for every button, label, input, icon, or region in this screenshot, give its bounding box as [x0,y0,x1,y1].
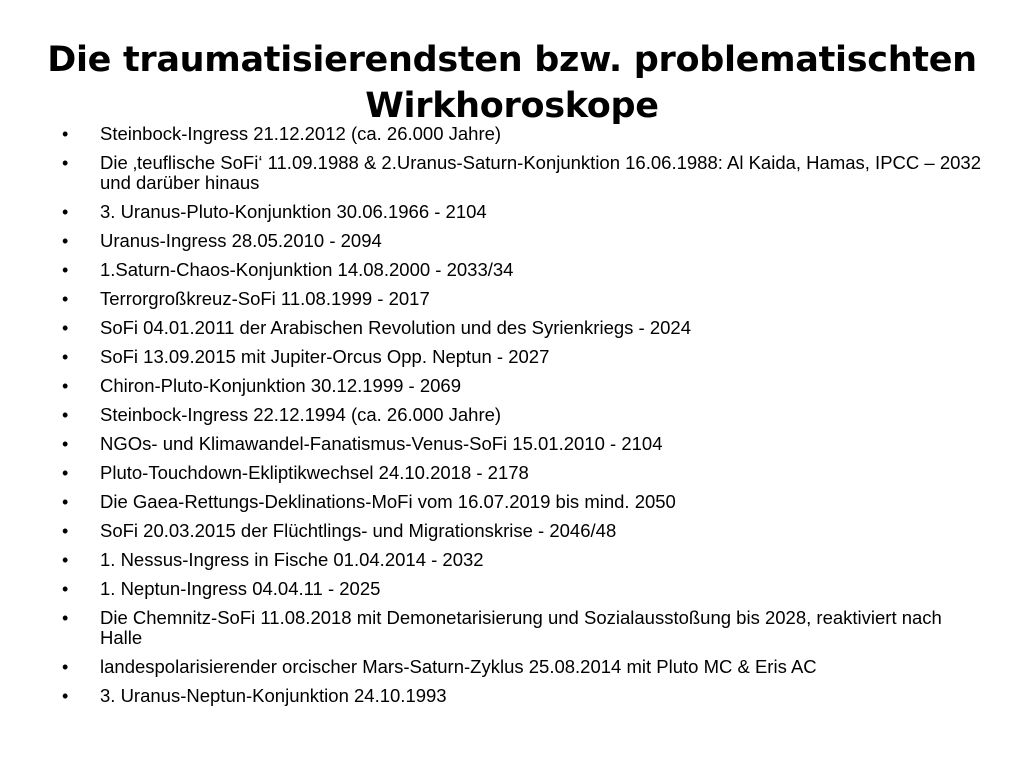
bullet-icon: • [62,550,69,570]
list-item-text: NGOs- und Klimawandel-Fanatismus-Venus-SoFi 15.01.2010 - 2104 [100,433,663,454]
list-item-text: 1. Neptun-Ingress 04.04.11 - 2025 [100,578,381,599]
list-item [62,124,982,144]
list-item-text: Die Chemnitz-SoFi 11.08.2018 mit Demonetarisierung und Sozialausstoßung bis 2028, reaktiviert nach Halle [100,607,942,648]
list-item [62,550,982,570]
list-item-text: Die ‚teuflische SoFi‘ 11.09.1988 & 2.Uranus-Saturn-Konjunktion 16.06.1988: Al Kaida, Hamas, IPCC – 2032 und darüber hinaus [100,152,981,193]
list-item-text: Terrorgroßkreuz-SoFi 11.08.1999 - 2017 [100,288,430,309]
bullet-icon: • [62,260,69,280]
list-item-text: Uranus-Ingress 28.05.2010 - 2094 [100,230,382,251]
list-item-text: Die Gaea-Rettungs-Deklinations-MoFi vom 16.07.2019 bis mind. 2050 [100,491,676,512]
bullet-icon: • [62,657,69,677]
list-item [62,318,982,338]
list-item-text: 1. Nessus-Ingress in Fische 01.04.2014 - 2032 [100,549,484,570]
list-item [62,657,982,677]
list-item-text: SoFi 04.01.2011 der Arabischen Revolution und des Syrienkriegs - 2024 [100,317,691,338]
bullet-icon: • [62,347,69,367]
bullet-icon: • [62,405,69,425]
list-item-text: Pluto-Touchdown-Ekliptikwechsel 24.10.2018 - 2178 [100,462,529,483]
list-item-text: 3. Uranus-Neptun-Konjunktion 24.10.1993 [100,685,447,706]
list-item [62,202,982,222]
list-item-text: 3. Uranus-Pluto-Konjunktion 30.06.1966 - 2104 [100,201,487,222]
list-item-text: Chiron-Pluto-Konjunktion 30.12.1999 - 2069 [100,375,461,396]
bullet-icon: • [62,376,69,396]
list-item [62,347,982,367]
bullet-icon: • [62,492,69,512]
list-item [62,405,982,425]
list-item [62,579,982,599]
bullet-icon: • [62,318,69,338]
list-item [62,231,982,251]
bullet-icon: • [62,608,69,628]
list-item [62,153,982,193]
slide-title [40,37,984,129]
slide-title-line-2: Wirkhoroskope [365,86,659,127]
bullet-icon: • [62,521,69,541]
bullet-icon: • [62,231,69,251]
list-item-text: landespolarisierender orcischer Mars-Saturn-Zyklus 25.08.2014 mit Pluto MC & Eris AC [100,656,817,677]
bullet-icon: • [62,202,69,222]
list-item [62,521,982,541]
list-item [62,492,982,512]
bullet-icon: • [62,686,69,706]
bullet-icon: • [62,124,69,144]
list-item [62,608,982,648]
list-item-text: SoFi 20.03.2015 der Flüchtlings- und Migrationskrise - 2046/48 [100,520,617,541]
list-item-text: 1.Saturn-Chaos-Konjunktion 14.08.2000 - 2033/34 [100,259,514,280]
list-item [62,686,982,706]
bullet-icon: • [62,153,69,173]
list-item [62,376,982,396]
slide-title-line-1: Die traumatisierendsten bzw. problematischten [47,40,977,81]
bullet-icon: • [62,463,69,483]
list-item-text: Steinbock-Ingress 22.12.1994 (ca. 26.000 Jahre) [100,404,502,425]
list-item [62,289,982,309]
list-item [62,434,982,454]
list-item-text: Steinbock-Ingress 21.12.2012 (ca. 26.000 Jahre) [100,123,502,144]
list-item [62,463,982,483]
bullet-icon: • [62,289,69,309]
bullet-list [62,124,982,715]
list-item-text: SoFi 13.09.2015 mit Jupiter-Orcus Opp. Neptun - 2027 [100,346,550,367]
bullet-icon: • [62,434,69,454]
bullet-icon: • [62,579,69,599]
list-item [62,260,982,280]
